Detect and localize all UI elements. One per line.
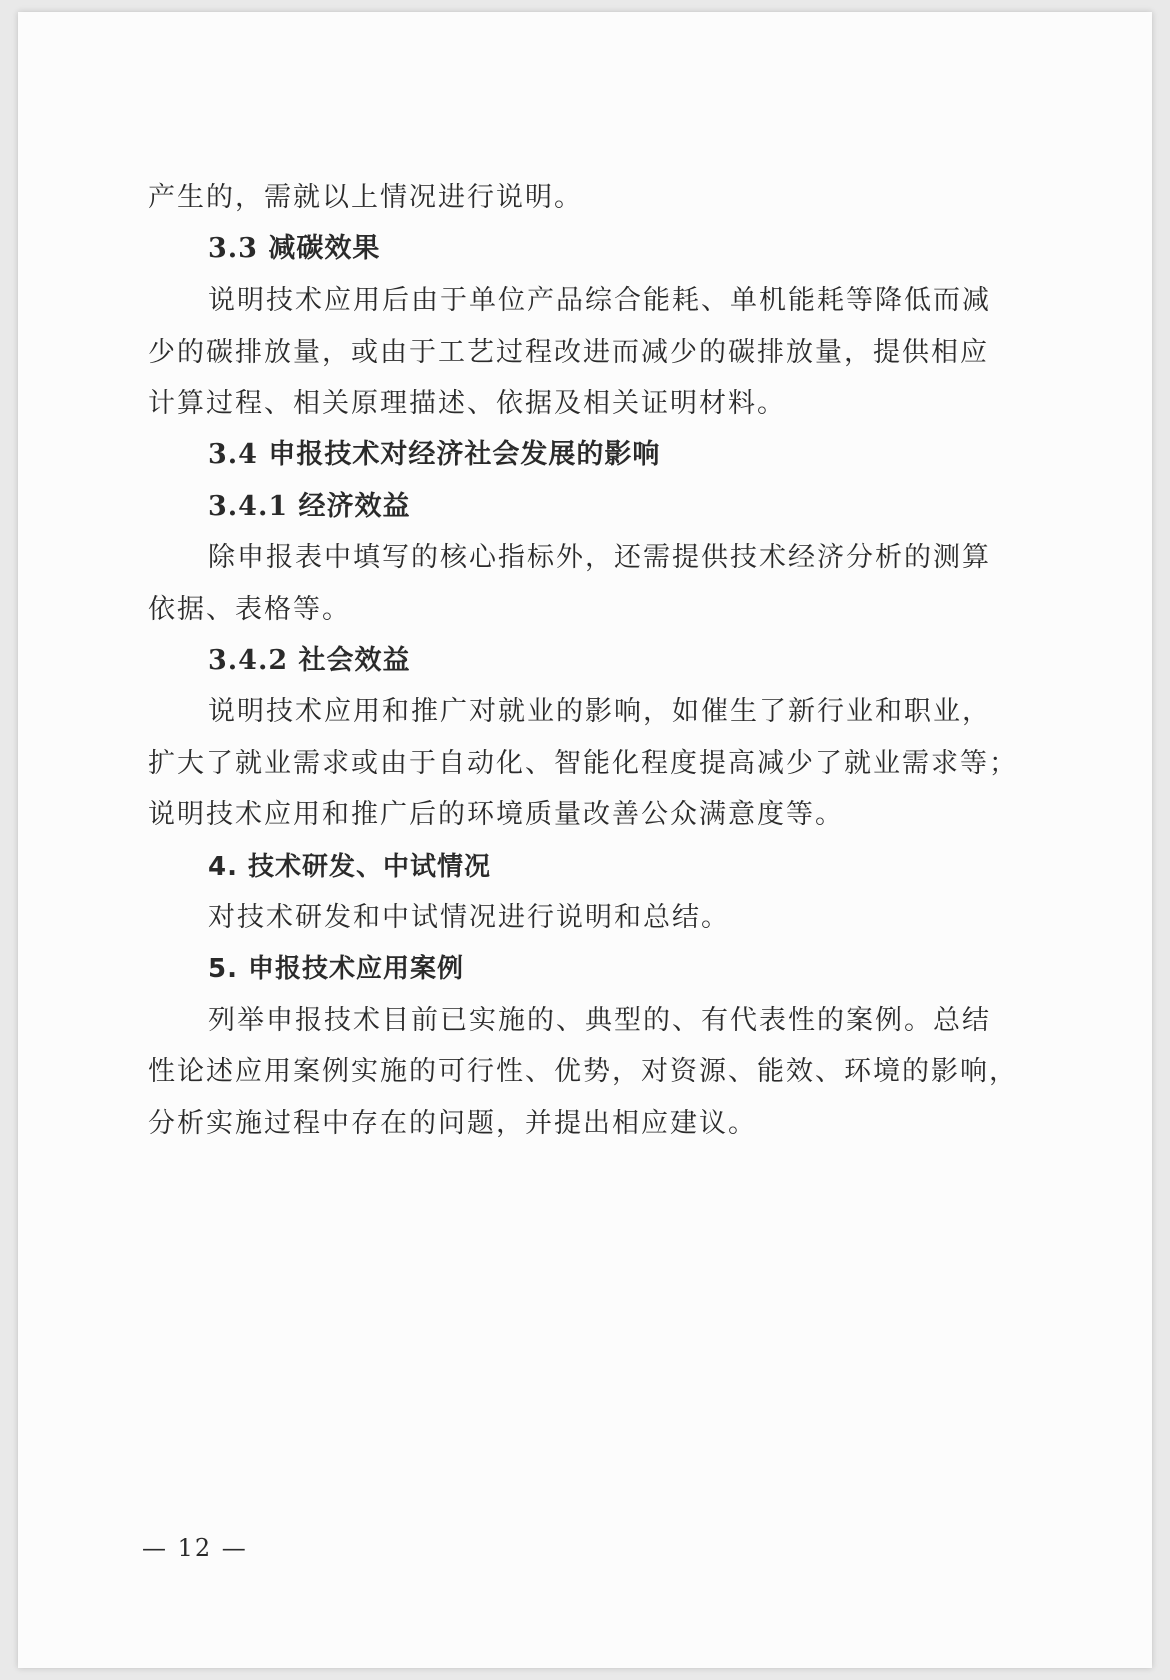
section-heading-4: 4. 技术研发、中试情况 — [208, 852, 492, 882]
section-heading-3-4-2: 3.4.2 社会效益 — [208, 645, 411, 676]
section-heading-3-4: 3.4 申报技术对经济社会发展的影响 — [208, 439, 661, 470]
body-line: 列举申报技术目前已实施的、典型的、有代表性的案例。总结 — [208, 1005, 991, 1036]
page-number: — 12 — — [142, 1534, 248, 1562]
body-line: 说明技术应用和推广对就业的影响，如催生了新行业和职业， — [208, 696, 991, 727]
document-page — [18, 12, 1152, 1668]
body-line: 分析实施过程中存在的问题，并提出相应建议。 — [148, 1108, 757, 1139]
body-line: 性论述应用案例实施的可行性、优势，对资源、能效、环境的影响， — [148, 1056, 1018, 1087]
body-line: 计算过程、相关原理描述、依据及相关证明材料。 — [148, 388, 786, 419]
section-heading-5: 5. 申报技术应用案例 — [208, 954, 465, 984]
section-heading-3-4-1: 3.4.1 经济效益 — [208, 491, 411, 522]
body-line: 产生的，需就以上情况进行说明。 — [148, 182, 583, 213]
document-body — [18, 12, 1152, 1668]
body-line: 说明技术应用和推广后的环境质量改善公众满意度等。 — [148, 799, 844, 830]
body-line: 对技术研发和中试情况进行说明和总结。 — [208, 902, 730, 933]
body-line: 除申报表中填写的核心指标外，还需提供技术经济分析的测算 — [208, 542, 991, 573]
body-line: 少的碳排放量，或由于工艺过程改进而减少的碳排放量，提供相应 — [148, 337, 989, 368]
body-line: 扩大了就业需求或由于自动化、智能化程度提高减少了就业需求等； — [148, 748, 1018, 779]
section-heading-3-3: 3.3 减碳效果 — [208, 233, 381, 264]
body-line: 说明技术应用后由于单位产品综合能耗、单机能耗等降低而减 — [208, 285, 991, 316]
body-line: 依据、表格等。 — [148, 594, 351, 625]
